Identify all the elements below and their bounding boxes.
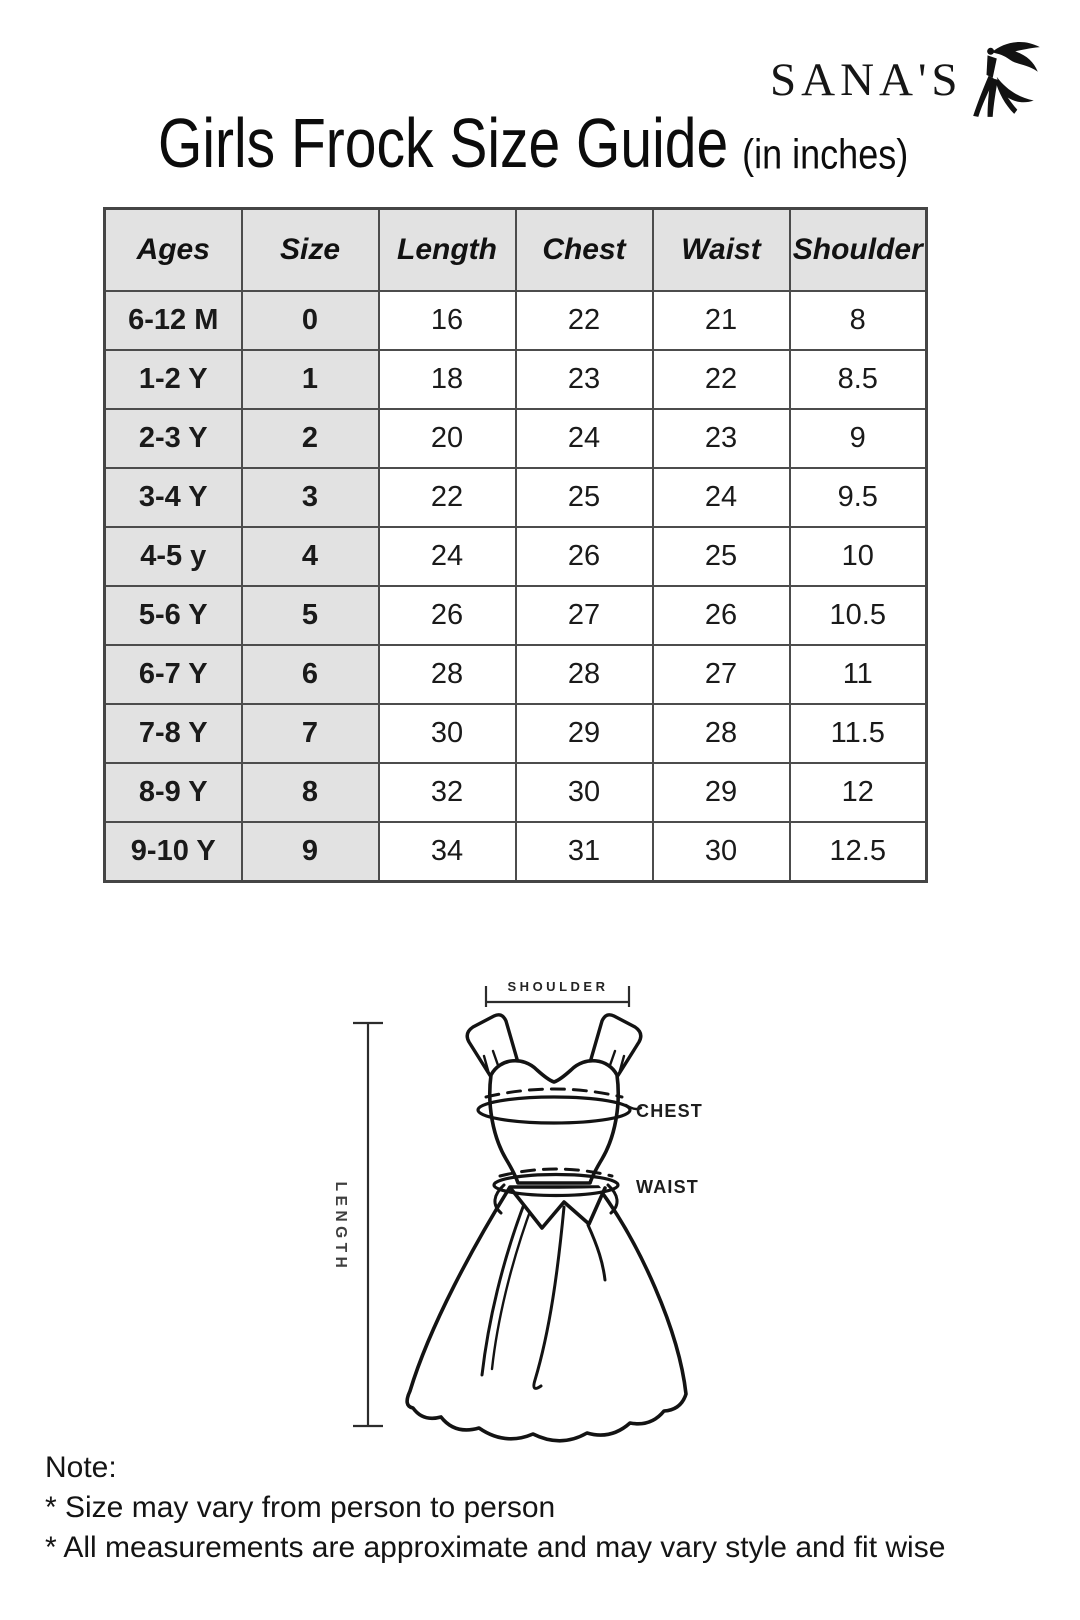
shoulder-label: SHOULDER bbox=[507, 979, 609, 994]
measurement-cell: 34 bbox=[379, 822, 516, 882]
column-header-shoulder: Shoulder bbox=[790, 209, 927, 292]
measurement-cell: 22 bbox=[379, 468, 516, 527]
measurement-cell: 10 bbox=[790, 527, 927, 586]
ages-cell: 2-3 Y bbox=[105, 409, 242, 468]
table-row bbox=[105, 645, 927, 704]
measurement-cell: 8 bbox=[790, 291, 927, 350]
measurement-cell: 23 bbox=[653, 409, 790, 468]
measurement-cell: 10.5 bbox=[790, 586, 927, 645]
size-cell: 9 bbox=[242, 822, 379, 882]
measurement-cell: 32 bbox=[379, 763, 516, 822]
measurement-cell: 30 bbox=[379, 704, 516, 763]
notes-section bbox=[45, 1448, 945, 1568]
table-row bbox=[105, 350, 927, 409]
size-cell: 0 bbox=[242, 291, 379, 350]
column-header-length: Length bbox=[379, 209, 516, 292]
measurement-cell: 26 bbox=[653, 586, 790, 645]
table-row bbox=[105, 822, 927, 882]
measurement-cell: 8.5 bbox=[790, 350, 927, 409]
measurement-cell: 30 bbox=[653, 822, 790, 882]
measurement-cell: 28 bbox=[653, 704, 790, 763]
measurement-cell: 24 bbox=[379, 527, 516, 586]
size-cell: 8 bbox=[242, 763, 379, 822]
size-cell: 2 bbox=[242, 409, 379, 468]
measurement-cell: 29 bbox=[653, 763, 790, 822]
table-row bbox=[105, 527, 927, 586]
length-dimension-line bbox=[353, 1023, 383, 1426]
measurement-cell: 9 bbox=[790, 409, 927, 468]
ages-cell: 5-6 Y bbox=[105, 586, 242, 645]
ages-cell: 3-4 Y bbox=[105, 468, 242, 527]
ages-cell: 6-7 Y bbox=[105, 645, 242, 704]
size-table bbox=[103, 207, 928, 883]
measurement-cell: 29 bbox=[516, 704, 653, 763]
column-header-chest: Chest bbox=[516, 209, 653, 292]
ages-cell: 6-12 M bbox=[105, 291, 242, 350]
size-cell: 3 bbox=[242, 468, 379, 527]
page-title-text: Girls Frock Size Guide bbox=[158, 104, 729, 183]
measurement-cell: 18 bbox=[379, 350, 516, 409]
measurement-cell: 11.5 bbox=[790, 704, 927, 763]
table-row bbox=[105, 468, 927, 527]
measurement-cell: 31 bbox=[516, 822, 653, 882]
measurement-cell: 26 bbox=[516, 527, 653, 586]
note-line-2: * All measurements are approximate and may vary style and fit wise bbox=[45, 1531, 946, 1564]
size-cell: 5 bbox=[242, 586, 379, 645]
measurement-cell: 16 bbox=[379, 291, 516, 350]
measurement-cell: 27 bbox=[516, 586, 653, 645]
ages-cell: 4-5 y bbox=[105, 527, 242, 586]
table-row bbox=[105, 586, 927, 645]
ages-cell: 7-8 Y bbox=[105, 704, 242, 763]
measurement-cell: 24 bbox=[516, 409, 653, 468]
chest-label: CHEST bbox=[636, 1101, 704, 1121]
measurement-cell: 23 bbox=[516, 350, 653, 409]
measurement-cell: 12.5 bbox=[790, 822, 927, 882]
size-cell: 4 bbox=[242, 527, 379, 586]
fashion-lady-icon bbox=[969, 40, 1043, 120]
page-title-unit: (in inches) bbox=[742, 130, 909, 178]
measurement-cell: 25 bbox=[516, 468, 653, 527]
measurement-cell: 28 bbox=[516, 645, 653, 704]
waist-label: WAIST bbox=[636, 1177, 699, 1197]
measurement-cell: 28 bbox=[379, 645, 516, 704]
note-line-1: * Size may vary from person to person bbox=[45, 1491, 556, 1524]
measurement-cell: 27 bbox=[653, 645, 790, 704]
column-header-ages: Ages bbox=[105, 209, 242, 292]
size-cell: 1 bbox=[242, 350, 379, 409]
measurement-cell: 9.5 bbox=[790, 468, 927, 527]
measurement-cell: 30 bbox=[516, 763, 653, 822]
column-header-waist: Waist bbox=[653, 209, 790, 292]
brand-logo bbox=[770, 40, 1043, 120]
measurement-cell: 12 bbox=[790, 763, 927, 822]
table-row bbox=[105, 763, 927, 822]
measurement-cell: 24 bbox=[653, 468, 790, 527]
measurement-cell: 22 bbox=[653, 350, 790, 409]
measurement-cell: 20 bbox=[379, 409, 516, 468]
ages-cell: 8-9 Y bbox=[105, 763, 242, 822]
ages-cell: 1-2 Y bbox=[105, 350, 242, 409]
notes-heading: Note: bbox=[45, 1451, 117, 1484]
measurement-cell: 21 bbox=[653, 291, 790, 350]
column-header-size: Size bbox=[242, 209, 379, 292]
frock-measurement-diagram bbox=[288, 925, 788, 1460]
measurement-cell: 25 bbox=[653, 527, 790, 586]
table-row bbox=[105, 291, 927, 350]
size-cell: 7 bbox=[242, 704, 379, 763]
ages-cell: 9-10 Y bbox=[105, 822, 242, 882]
table-row bbox=[105, 704, 927, 763]
table-row bbox=[105, 409, 927, 468]
table-header-row bbox=[105, 209, 927, 292]
length-label: LENGTH bbox=[332, 1181, 349, 1273]
size-cell: 6 bbox=[242, 645, 379, 704]
measurement-cell: 26 bbox=[379, 586, 516, 645]
measurement-cell: 22 bbox=[516, 291, 653, 350]
measurement-cell: 11 bbox=[790, 645, 927, 704]
page-title bbox=[158, 104, 909, 184]
brand-name: SANA'S bbox=[770, 54, 963, 106]
frock-outline bbox=[407, 1015, 686, 1441]
